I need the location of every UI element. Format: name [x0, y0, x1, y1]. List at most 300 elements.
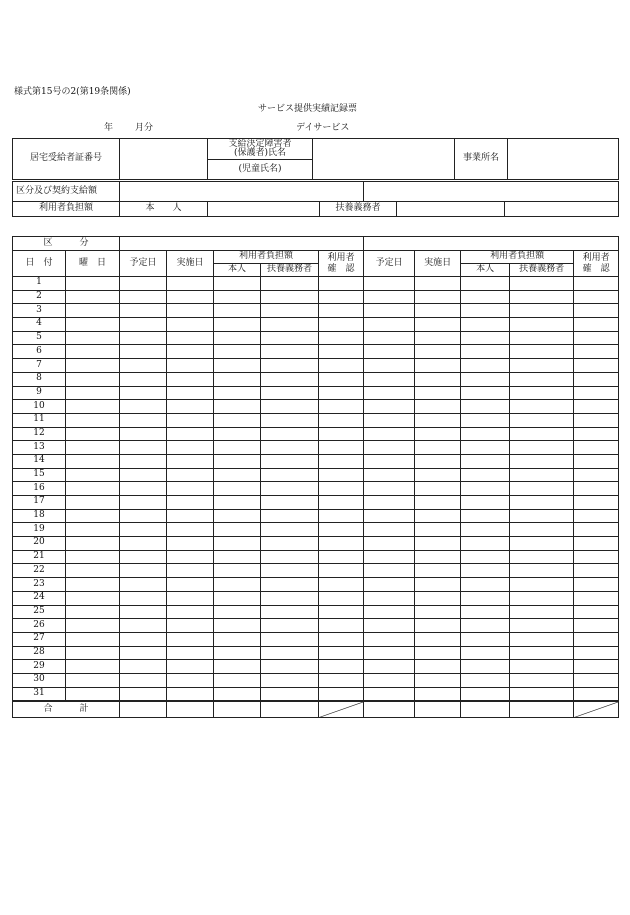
day-cell[interactable]	[461, 468, 510, 482]
day-cell[interactable]	[167, 468, 214, 482]
total-cell[interactable]	[415, 701, 461, 718]
day-cell[interactable]	[364, 687, 415, 701]
day-cell[interactable]	[214, 496, 261, 510]
day-cell[interactable]	[319, 427, 364, 441]
day-cell[interactable]	[167, 564, 214, 578]
day-cell[interactable]	[461, 318, 510, 332]
day-cell[interactable]	[510, 605, 574, 619]
day-cell[interactable]	[120, 277, 167, 291]
day-cell[interactable]	[66, 277, 120, 291]
day-cell[interactable]	[214, 673, 261, 687]
day-cell[interactable]	[415, 646, 461, 660]
day-cell[interactable]	[461, 660, 510, 674]
day-cell[interactable]	[167, 673, 214, 687]
day-cell[interactable]	[261, 386, 319, 400]
day-cell[interactable]	[574, 673, 619, 687]
day-cell[interactable]	[66, 454, 120, 468]
day-cell[interactable]	[120, 523, 167, 537]
day-cell[interactable]	[66, 359, 120, 373]
day-cell[interactable]	[214, 427, 261, 441]
day-cell[interactable]	[574, 482, 619, 496]
day-cell[interactable]	[364, 277, 415, 291]
day-cell[interactable]	[319, 413, 364, 427]
day-cell[interactable]	[261, 591, 319, 605]
day-cell[interactable]	[364, 345, 415, 359]
guardian-name-value[interactable]	[313, 139, 455, 180]
category-value-left[interactable]	[120, 237, 364, 251]
day-cell[interactable]	[461, 331, 510, 345]
day-cell[interactable]	[364, 454, 415, 468]
day-cell[interactable]	[510, 660, 574, 674]
day-cell[interactable]	[319, 372, 364, 386]
day-cell[interactable]	[214, 605, 261, 619]
day-cell[interactable]	[214, 345, 261, 359]
day-cell[interactable]	[510, 413, 574, 427]
day-cell[interactable]	[510, 496, 574, 510]
day-cell[interactable]	[214, 509, 261, 523]
day-cell[interactable]	[120, 454, 167, 468]
day-cell[interactable]	[319, 509, 364, 523]
day-cell[interactable]	[364, 578, 415, 592]
day-cell[interactable]	[167, 277, 214, 291]
day-cell[interactable]	[364, 496, 415, 510]
day-cell[interactable]	[167, 359, 214, 373]
day-cell[interactable]	[167, 646, 214, 660]
total-cell[interactable]	[261, 701, 319, 718]
day-cell[interactable]	[319, 468, 364, 482]
day-cell[interactable]	[415, 660, 461, 674]
day-cell[interactable]	[415, 591, 461, 605]
day-cell[interactable]	[415, 578, 461, 592]
day-cell[interactable]	[214, 331, 261, 345]
day-cell[interactable]	[510, 578, 574, 592]
day-cell[interactable]	[120, 605, 167, 619]
day-cell[interactable]	[66, 550, 120, 564]
day-cell[interactable]	[66, 687, 120, 701]
day-cell[interactable]	[214, 578, 261, 592]
day-cell[interactable]	[319, 523, 364, 537]
day-cell[interactable]	[66, 564, 120, 578]
day-cell[interactable]	[415, 605, 461, 619]
day-cell[interactable]	[214, 400, 261, 414]
day-cell[interactable]	[415, 441, 461, 455]
day-cell[interactable]	[574, 304, 619, 318]
day-cell[interactable]	[510, 619, 574, 633]
day-cell[interactable]	[461, 550, 510, 564]
day-cell[interactable]	[415, 386, 461, 400]
day-cell[interactable]	[510, 331, 574, 345]
day-cell[interactable]	[167, 496, 214, 510]
day-cell[interactable]	[461, 304, 510, 318]
day-cell[interactable]	[364, 605, 415, 619]
day-cell[interactable]	[261, 454, 319, 468]
total-cell[interactable]	[461, 701, 510, 718]
recipient-cert-value[interactable]	[120, 139, 208, 180]
day-cell[interactable]	[574, 550, 619, 564]
day-cell[interactable]	[214, 646, 261, 660]
day-cell[interactable]	[415, 496, 461, 510]
category-value-right[interactable]	[364, 237, 619, 251]
day-cell[interactable]	[461, 496, 510, 510]
day-cell[interactable]	[461, 427, 510, 441]
day-cell[interactable]	[167, 687, 214, 701]
day-cell[interactable]	[120, 496, 167, 510]
day-cell[interactable]	[261, 660, 319, 674]
day-cell[interactable]	[214, 660, 261, 674]
day-cell[interactable]	[261, 496, 319, 510]
day-cell[interactable]	[66, 413, 120, 427]
day-cell[interactable]	[364, 537, 415, 551]
day-cell[interactable]	[66, 537, 120, 551]
day-cell[interactable]	[364, 304, 415, 318]
day-cell[interactable]	[66, 386, 120, 400]
day-cell[interactable]	[510, 537, 574, 551]
day-cell[interactable]	[319, 400, 364, 414]
day-cell[interactable]	[510, 482, 574, 496]
day-cell[interactable]	[415, 318, 461, 332]
day-cell[interactable]	[120, 482, 167, 496]
day-cell[interactable]	[120, 468, 167, 482]
day-cell[interactable]	[415, 550, 461, 564]
category-amount-value[interactable]	[120, 182, 364, 202]
day-cell[interactable]	[510, 632, 574, 646]
day-cell[interactable]	[261, 537, 319, 551]
day-cell[interactable]	[510, 454, 574, 468]
day-cell[interactable]	[319, 386, 364, 400]
day-cell[interactable]	[364, 359, 415, 373]
day-cell[interactable]	[574, 331, 619, 345]
day-cell[interactable]	[461, 632, 510, 646]
day-cell[interactable]	[364, 591, 415, 605]
total-cell[interactable]	[510, 701, 574, 718]
day-cell[interactable]	[461, 277, 510, 291]
day-cell[interactable]	[319, 537, 364, 551]
day-cell[interactable]	[120, 331, 167, 345]
day-cell[interactable]	[415, 468, 461, 482]
day-cell[interactable]	[415, 400, 461, 414]
day-cell[interactable]	[66, 605, 120, 619]
day-cell[interactable]	[574, 441, 619, 455]
day-cell[interactable]	[461, 646, 510, 660]
category-amount-value-2[interactable]	[364, 182, 619, 202]
day-cell[interactable]	[66, 646, 120, 660]
day-cell[interactable]	[261, 372, 319, 386]
day-cell[interactable]	[415, 413, 461, 427]
day-cell[interactable]	[214, 441, 261, 455]
day-cell[interactable]	[120, 345, 167, 359]
day-cell[interactable]	[364, 660, 415, 674]
day-cell[interactable]	[167, 304, 214, 318]
day-cell[interactable]	[510, 673, 574, 687]
day-cell[interactable]	[319, 619, 364, 633]
day-cell[interactable]	[214, 318, 261, 332]
day-cell[interactable]	[261, 509, 319, 523]
day-cell[interactable]	[461, 591, 510, 605]
day-cell[interactable]	[167, 660, 214, 674]
day-cell[interactable]	[510, 277, 574, 291]
day-cell[interactable]	[120, 427, 167, 441]
day-cell[interactable]	[214, 550, 261, 564]
day-cell[interactable]	[319, 550, 364, 564]
day-cell[interactable]	[319, 578, 364, 592]
day-cell[interactable]	[461, 605, 510, 619]
day-cell[interactable]	[261, 646, 319, 660]
day-cell[interactable]	[167, 454, 214, 468]
day-cell[interactable]	[261, 482, 319, 496]
day-cell[interactable]	[415, 454, 461, 468]
day-cell[interactable]	[415, 345, 461, 359]
day-cell[interactable]	[461, 290, 510, 304]
day-cell[interactable]	[120, 509, 167, 523]
day-cell[interactable]	[461, 441, 510, 455]
day-cell[interactable]	[120, 564, 167, 578]
day-cell[interactable]	[415, 564, 461, 578]
day-cell[interactable]	[66, 427, 120, 441]
day-cell[interactable]	[261, 441, 319, 455]
day-cell[interactable]	[364, 427, 415, 441]
day-cell[interactable]	[574, 496, 619, 510]
day-cell[interactable]	[574, 605, 619, 619]
day-cell[interactable]	[574, 372, 619, 386]
day-cell[interactable]	[574, 345, 619, 359]
day-cell[interactable]	[510, 646, 574, 660]
day-cell[interactable]	[261, 427, 319, 441]
day-cell[interactable]	[66, 632, 120, 646]
day-cell[interactable]	[461, 372, 510, 386]
day-cell[interactable]	[364, 318, 415, 332]
day-cell[interactable]	[167, 523, 214, 537]
day-cell[interactable]	[319, 304, 364, 318]
day-cell[interactable]	[167, 331, 214, 345]
total-cell[interactable]	[214, 701, 261, 718]
day-cell[interactable]	[120, 578, 167, 592]
day-cell[interactable]	[461, 564, 510, 578]
day-cell[interactable]	[319, 277, 364, 291]
day-cell[interactable]	[261, 318, 319, 332]
day-cell[interactable]	[319, 482, 364, 496]
day-cell[interactable]	[510, 564, 574, 578]
day-cell[interactable]	[574, 619, 619, 633]
day-cell[interactable]	[364, 550, 415, 564]
total-cell[interactable]	[364, 701, 415, 718]
day-cell[interactable]	[120, 632, 167, 646]
day-cell[interactable]	[510, 359, 574, 373]
day-cell[interactable]	[415, 632, 461, 646]
day-cell[interactable]	[574, 537, 619, 551]
day-cell[interactable]	[461, 386, 510, 400]
day-cell[interactable]	[510, 400, 574, 414]
day-cell[interactable]	[66, 509, 120, 523]
day-cell[interactable]	[364, 564, 415, 578]
day-cell[interactable]	[574, 427, 619, 441]
day-cell[interactable]	[461, 345, 510, 359]
day-cell[interactable]	[510, 318, 574, 332]
day-cell[interactable]	[214, 359, 261, 373]
day-cell[interactable]	[510, 427, 574, 441]
day-cell[interactable]	[415, 537, 461, 551]
day-cell[interactable]	[574, 290, 619, 304]
day-cell[interactable]	[167, 509, 214, 523]
day-cell[interactable]	[415, 687, 461, 701]
day-cell[interactable]	[120, 687, 167, 701]
day-cell[interactable]	[167, 482, 214, 496]
day-cell[interactable]	[364, 482, 415, 496]
day-cell[interactable]	[214, 482, 261, 496]
day-cell[interactable]	[574, 646, 619, 660]
day-cell[interactable]	[120, 413, 167, 427]
day-cell[interactable]	[319, 564, 364, 578]
day-cell[interactable]	[319, 290, 364, 304]
day-cell[interactable]	[574, 632, 619, 646]
day-cell[interactable]	[319, 345, 364, 359]
day-cell[interactable]	[415, 619, 461, 633]
day-cell[interactable]	[574, 386, 619, 400]
day-cell[interactable]	[261, 331, 319, 345]
day-cell[interactable]	[167, 550, 214, 564]
day-cell[interactable]	[261, 523, 319, 537]
day-cell[interactable]	[66, 331, 120, 345]
day-cell[interactable]	[167, 386, 214, 400]
day-cell[interactable]	[510, 372, 574, 386]
day-cell[interactable]	[66, 523, 120, 537]
day-cell[interactable]	[167, 591, 214, 605]
day-cell[interactable]	[415, 331, 461, 345]
day-cell[interactable]	[510, 304, 574, 318]
day-cell[interactable]	[574, 359, 619, 373]
total-cell[interactable]	[167, 701, 214, 718]
day-cell[interactable]	[167, 578, 214, 592]
day-cell[interactable]	[510, 509, 574, 523]
day-cell[interactable]	[364, 290, 415, 304]
day-cell[interactable]	[167, 605, 214, 619]
day-cell[interactable]	[214, 372, 261, 386]
day-cell[interactable]	[364, 400, 415, 414]
day-cell[interactable]	[214, 454, 261, 468]
supporter-burden-value-1[interactable]	[397, 202, 505, 217]
day-cell[interactable]	[66, 482, 120, 496]
day-cell[interactable]	[415, 509, 461, 523]
day-cell[interactable]	[214, 277, 261, 291]
day-cell[interactable]	[261, 619, 319, 633]
day-cell[interactable]	[66, 468, 120, 482]
day-cell[interactable]	[319, 441, 364, 455]
day-cell[interactable]	[415, 290, 461, 304]
day-cell[interactable]	[66, 441, 120, 455]
day-cell[interactable]	[167, 441, 214, 455]
day-cell[interactable]	[261, 413, 319, 427]
self-burden-value[interactable]	[208, 202, 320, 217]
day-cell[interactable]	[261, 550, 319, 564]
day-cell[interactable]	[214, 632, 261, 646]
day-cell[interactable]	[120, 441, 167, 455]
day-cell[interactable]	[319, 632, 364, 646]
day-cell[interactable]	[461, 578, 510, 592]
day-cell[interactable]	[261, 400, 319, 414]
day-cell[interactable]	[574, 468, 619, 482]
day-cell[interactable]	[319, 660, 364, 674]
day-cell[interactable]	[261, 345, 319, 359]
day-cell[interactable]	[167, 318, 214, 332]
day-cell[interactable]	[510, 550, 574, 564]
day-cell[interactable]	[415, 359, 461, 373]
day-cell[interactable]	[574, 591, 619, 605]
day-cell[interactable]	[120, 290, 167, 304]
day-cell[interactable]	[167, 345, 214, 359]
day-cell[interactable]	[66, 304, 120, 318]
day-cell[interactable]	[574, 318, 619, 332]
day-cell[interactable]	[461, 537, 510, 551]
day-cell[interactable]	[120, 400, 167, 414]
day-cell[interactable]	[66, 290, 120, 304]
day-cell[interactable]	[510, 290, 574, 304]
day-cell[interactable]	[574, 687, 619, 701]
day-cell[interactable]	[574, 564, 619, 578]
day-cell[interactable]	[319, 687, 364, 701]
day-cell[interactable]	[319, 605, 364, 619]
day-cell[interactable]	[510, 523, 574, 537]
day-cell[interactable]	[364, 619, 415, 633]
day-cell[interactable]	[364, 632, 415, 646]
day-cell[interactable]	[120, 591, 167, 605]
day-cell[interactable]	[120, 386, 167, 400]
day-cell[interactable]	[461, 523, 510, 537]
day-cell[interactable]	[66, 345, 120, 359]
day-cell[interactable]	[120, 619, 167, 633]
day-cell[interactable]	[261, 605, 319, 619]
day-cell[interactable]	[415, 277, 461, 291]
day-cell[interactable]	[574, 413, 619, 427]
day-cell[interactable]	[214, 523, 261, 537]
day-cell[interactable]	[261, 687, 319, 701]
day-cell[interactable]	[120, 318, 167, 332]
day-cell[interactable]	[120, 660, 167, 674]
day-cell[interactable]	[319, 331, 364, 345]
day-cell[interactable]	[574, 454, 619, 468]
day-cell[interactable]	[415, 523, 461, 537]
day-cell[interactable]	[461, 454, 510, 468]
day-cell[interactable]	[319, 454, 364, 468]
day-cell[interactable]	[66, 496, 120, 510]
day-cell[interactable]	[510, 345, 574, 359]
day-cell[interactable]	[214, 687, 261, 701]
day-cell[interactable]	[415, 673, 461, 687]
day-cell[interactable]	[510, 687, 574, 701]
day-cell[interactable]	[510, 468, 574, 482]
day-cell[interactable]	[319, 646, 364, 660]
day-cell[interactable]	[461, 359, 510, 373]
day-cell[interactable]	[167, 427, 214, 441]
day-cell[interactable]	[574, 277, 619, 291]
day-cell[interactable]	[364, 413, 415, 427]
day-cell[interactable]	[214, 619, 261, 633]
day-cell[interactable]	[167, 413, 214, 427]
day-cell[interactable]	[167, 400, 214, 414]
day-cell[interactable]	[167, 619, 214, 633]
day-cell[interactable]	[167, 632, 214, 646]
day-cell[interactable]	[120, 673, 167, 687]
day-cell[interactable]	[461, 687, 510, 701]
day-cell[interactable]	[214, 537, 261, 551]
day-cell[interactable]	[120, 646, 167, 660]
day-cell[interactable]	[66, 591, 120, 605]
day-cell[interactable]	[66, 673, 120, 687]
day-cell[interactable]	[214, 468, 261, 482]
day-cell[interactable]	[261, 304, 319, 318]
day-cell[interactable]	[214, 290, 261, 304]
office-value[interactable]	[508, 139, 619, 180]
day-cell[interactable]	[261, 359, 319, 373]
day-cell[interactable]	[510, 441, 574, 455]
